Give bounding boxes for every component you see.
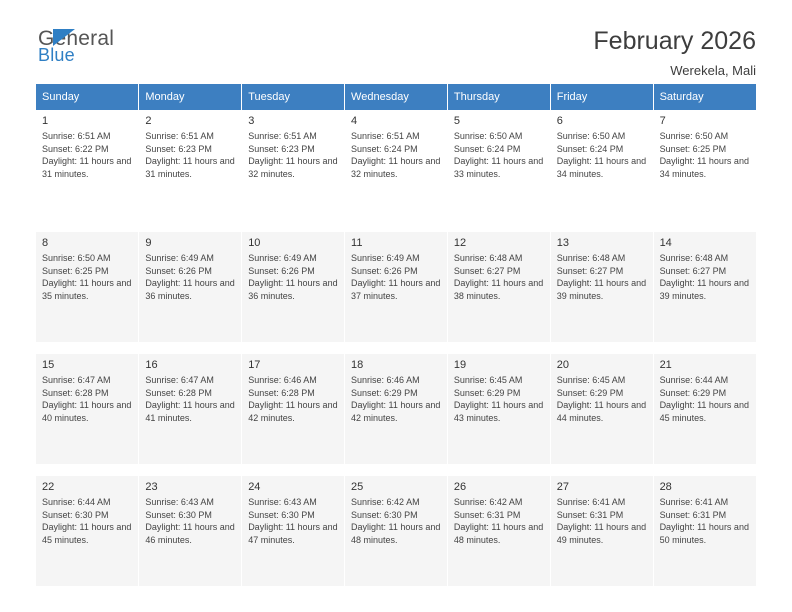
- day-details: [242, 252, 344, 302]
- day-number: 27: [556, 481, 569, 493]
- sunset-text: Sunset: 6:28 PM: [248, 387, 315, 398]
- sunset-text: Sunset: 6:31 PM: [453, 509, 521, 520]
- week-spacer: [36, 464, 756, 476]
- day-cell: [653, 354, 756, 464]
- weekday-header-friday: Friday: [550, 84, 653, 110]
- sunset-text: Sunset: 6:29 PM: [351, 387, 418, 398]
- sunset-text: Sunset: 6:29 PM: [659, 387, 727, 398]
- sunset-text: Sunset: 6:23 PM: [248, 143, 315, 154]
- sunrise-text: Sunrise: 6:51 AM: [42, 131, 111, 141]
- sunrise-text: Sunrise: 6:41 AM: [556, 497, 626, 507]
- day-cell: [447, 110, 550, 220]
- day-details: [654, 496, 756, 546]
- sunrise-text: Sunrise: 6:41 AM: [659, 497, 729, 507]
- sunrise-text: Sunrise: 6:49 AM: [248, 253, 317, 263]
- day-number: 25: [351, 481, 364, 493]
- day-details: [36, 496, 138, 546]
- sunrise-text: Sunrise: 6:51 AM: [145, 131, 214, 141]
- day-details: [242, 374, 344, 424]
- day-details: [448, 130, 550, 180]
- calendar-table: [36, 84, 756, 586]
- sunset-text: Sunset: 6:25 PM: [659, 143, 727, 154]
- calendar-week-row: [36, 354, 756, 464]
- sunrise-text: Sunrise: 6:50 AM: [556, 131, 626, 141]
- daylight-text: Daylight: 11 hours and 35 minutes.: [42, 278, 132, 301]
- day-details: [36, 130, 138, 180]
- day-details: [448, 374, 550, 424]
- weekday-header-sunday: Sunday: [36, 84, 139, 110]
- day-cell: [447, 476, 550, 586]
- day-cell: [139, 232, 242, 342]
- sunset-text: Sunset: 6:28 PM: [42, 387, 109, 398]
- day-details: [242, 496, 344, 546]
- sunset-text: Sunset: 6:24 PM: [453, 143, 521, 154]
- daylight-text: Daylight: 11 hours and 32 minutes.: [351, 156, 441, 179]
- daylight-text: Daylight: 11 hours and 34 minutes.: [659, 156, 749, 179]
- day-cell: [139, 354, 242, 464]
- day-details: [139, 374, 241, 424]
- title-block: [593, 28, 756, 78]
- sunset-text: Sunset: 6:29 PM: [453, 387, 521, 398]
- daylight-text: Daylight: 11 hours and 49 minutes.: [556, 522, 647, 545]
- day-cell: [345, 476, 448, 586]
- daylight-text: Daylight: 11 hours and 39 minutes.: [556, 278, 647, 301]
- day-number: 23: [145, 481, 158, 493]
- day-details: [654, 252, 756, 302]
- day-number: 5: [453, 115, 460, 127]
- day-details: [139, 496, 241, 546]
- sunrise-text: Sunrise: 6:50 AM: [453, 131, 523, 141]
- day-details: [345, 496, 447, 546]
- day-cell: [36, 232, 139, 342]
- daylight-text: Daylight: 11 hours and 45 minutes.: [42, 522, 132, 545]
- day-cell: [36, 110, 139, 220]
- daylight-text: Daylight: 11 hours and 48 minutes.: [351, 522, 441, 545]
- sunrise-text: Sunrise: 6:50 AM: [42, 253, 111, 263]
- day-cell: [242, 232, 345, 342]
- sunset-text: Sunset: 6:27 PM: [453, 265, 521, 276]
- day-number: 4: [351, 115, 358, 127]
- day-number: 20: [556, 359, 569, 371]
- daylight-text: Daylight: 11 hours and 31 minutes.: [145, 156, 235, 179]
- daylight-text: Daylight: 11 hours and 31 minutes.: [42, 156, 132, 179]
- day-cell: [36, 354, 139, 464]
- daylight-text: Daylight: 11 hours and 39 minutes.: [659, 278, 749, 301]
- day-cell: [345, 232, 448, 342]
- sunrise-text: Sunrise: 6:44 AM: [42, 497, 111, 507]
- day-details: [448, 252, 550, 302]
- daylight-text: Daylight: 11 hours and 42 minutes.: [248, 400, 338, 423]
- sunrise-text: Sunrise: 6:42 AM: [453, 497, 523, 507]
- sunrise-text: Sunrise: 6:48 AM: [556, 253, 626, 263]
- logo-text-general: General: [38, 27, 115, 50]
- sunrise-text: Sunrise: 6:48 AM: [453, 253, 523, 263]
- day-details: [345, 374, 447, 424]
- sunrise-text: Sunrise: 6:45 AM: [556, 375, 626, 385]
- sunset-text: Sunset: 6:30 PM: [248, 509, 315, 520]
- sunset-text: Sunset: 6:24 PM: [351, 143, 418, 154]
- sunrise-text: Sunrise: 6:46 AM: [248, 375, 317, 385]
- week-spacer: [36, 220, 756, 232]
- day-number: 13: [556, 237, 569, 249]
- sunset-text: Sunset: 6:26 PM: [351, 265, 418, 276]
- weekday-header-thursday: Thursday: [447, 84, 550, 110]
- day-details: [448, 496, 550, 546]
- day-details: [36, 374, 138, 424]
- day-number: 12: [453, 237, 467, 249]
- day-number: 6: [556, 115, 563, 127]
- sunset-text: Sunset: 6:25 PM: [42, 265, 109, 276]
- sunset-text: Sunset: 6:27 PM: [659, 265, 727, 276]
- daylight-text: Daylight: 11 hours and 47 minutes.: [248, 522, 338, 545]
- day-details: [551, 130, 653, 180]
- day-number: 9: [145, 237, 152, 249]
- day-details: [551, 374, 653, 424]
- day-number: 1: [42, 115, 49, 127]
- day-number: 26: [453, 481, 467, 493]
- week-spacer-cell: [36, 464, 756, 476]
- day-cell: [242, 354, 345, 464]
- day-cell: [36, 476, 139, 586]
- sunset-text: Sunset: 6:31 PM: [659, 509, 727, 520]
- day-details: [139, 252, 241, 302]
- day-number: 24: [248, 481, 261, 493]
- daylight-text: Daylight: 11 hours and 46 minutes.: [145, 522, 235, 545]
- sunset-text: Sunset: 6:31 PM: [556, 509, 624, 520]
- week-spacer: [36, 342, 756, 354]
- day-number: 17: [248, 359, 261, 371]
- sunrise-text: Sunrise: 6:45 AM: [453, 375, 523, 385]
- sunset-text: Sunset: 6:30 PM: [145, 509, 212, 520]
- day-number: 28: [659, 481, 672, 493]
- logo-text-blue: Blue: [38, 45, 75, 65]
- calendar-week-row: [36, 232, 756, 342]
- day-number: 2: [145, 115, 152, 127]
- daylight-text: Daylight: 11 hours and 45 minutes.: [659, 400, 749, 423]
- sunset-text: Sunset: 6:26 PM: [248, 265, 315, 276]
- day-cell: [242, 476, 345, 586]
- sunset-text: Sunset: 6:23 PM: [145, 143, 212, 154]
- day-number: 3: [248, 115, 255, 127]
- daylight-text: Daylight: 11 hours and 48 minutes.: [453, 522, 544, 545]
- weekday-header-monday: Monday: [139, 84, 242, 110]
- sunrise-text: Sunrise: 6:50 AM: [659, 131, 729, 141]
- daylight-text: Daylight: 11 hours and 44 minutes.: [556, 400, 647, 423]
- day-details: [242, 130, 344, 180]
- page-subtitle: Werekela, Mali: [670, 62, 756, 78]
- day-cell: [653, 232, 756, 342]
- day-details: [345, 252, 447, 302]
- day-cell: [550, 476, 653, 586]
- weekday-header-tuesday: Tuesday: [242, 84, 345, 110]
- sunset-text: Sunset: 6:30 PM: [42, 509, 109, 520]
- sunrise-text: Sunrise: 6:47 AM: [145, 375, 214, 385]
- sunrise-text: Sunrise: 6:49 AM: [351, 253, 420, 263]
- sunrise-text: Sunrise: 6:51 AM: [351, 131, 420, 141]
- sunrise-text: Sunrise: 6:43 AM: [145, 497, 214, 507]
- sunrise-text: Sunrise: 6:46 AM: [351, 375, 420, 385]
- day-number: 7: [659, 115, 666, 127]
- daylight-text: Daylight: 11 hours and 50 minutes.: [659, 522, 749, 545]
- day-cell: [550, 232, 653, 342]
- sunset-text: Sunset: 6:27 PM: [556, 265, 624, 276]
- day-number: 18: [351, 359, 364, 371]
- daylight-text: Daylight: 11 hours and 34 minutes.: [556, 156, 647, 179]
- daylight-text: Daylight: 11 hours and 40 minutes.: [42, 400, 132, 423]
- sunrise-text: Sunrise: 6:42 AM: [351, 497, 420, 507]
- day-number: 14: [659, 237, 672, 249]
- day-details: [551, 252, 653, 302]
- day-number: 22: [42, 481, 55, 493]
- weekday-header-saturday: Saturday: [653, 84, 756, 110]
- day-cell: [139, 110, 242, 220]
- daylight-text: Daylight: 11 hours and 36 minutes.: [248, 278, 338, 301]
- day-number: 15: [42, 359, 55, 371]
- sunrise-text: Sunrise: 6:51 AM: [248, 131, 317, 141]
- day-number: 21: [659, 359, 672, 371]
- day-cell: [653, 476, 756, 586]
- week-spacer-cell: [36, 342, 756, 354]
- calendar-week-row: [36, 476, 756, 586]
- sunset-text: Sunset: 6:26 PM: [145, 265, 212, 276]
- day-cell: [345, 354, 448, 464]
- daylight-text: Daylight: 11 hours and 37 minutes.: [351, 278, 441, 301]
- daylight-text: Daylight: 11 hours and 32 minutes.: [248, 156, 338, 179]
- day-details: [345, 130, 447, 180]
- sunrise-text: Sunrise: 6:47 AM: [42, 375, 111, 385]
- sunrise-text: Sunrise: 6:43 AM: [248, 497, 317, 507]
- generalblue-logo: [36, 28, 114, 64]
- day-cell: [447, 354, 550, 464]
- day-details: [654, 130, 756, 180]
- day-number: 10: [248, 237, 261, 249]
- day-details: [36, 252, 138, 302]
- daylight-text: Daylight: 11 hours and 43 minutes.: [453, 400, 544, 423]
- sunrise-text: Sunrise: 6:49 AM: [145, 253, 214, 263]
- daylight-text: Daylight: 11 hours and 33 minutes.: [453, 156, 544, 179]
- day-cell: [345, 110, 448, 220]
- calendar-week-row: [36, 110, 756, 220]
- sunrise-text: Sunrise: 6:48 AM: [659, 253, 729, 263]
- daylight-text: Daylight: 11 hours and 42 minutes.: [351, 400, 441, 423]
- page-header: [36, 0, 756, 78]
- day-cell: [550, 354, 653, 464]
- day-details: [139, 130, 241, 180]
- sunset-text: Sunset: 6:22 PM: [42, 143, 109, 154]
- sunset-text: Sunset: 6:24 PM: [556, 143, 624, 154]
- daylight-text: Daylight: 11 hours and 41 minutes.: [145, 400, 235, 423]
- daylight-text: Daylight: 11 hours and 38 minutes.: [453, 278, 544, 301]
- sunset-text: Sunset: 6:29 PM: [556, 387, 624, 398]
- day-number: 19: [453, 359, 467, 371]
- day-cell: [550, 110, 653, 220]
- day-number: 16: [145, 359, 158, 371]
- day-details: [551, 496, 653, 546]
- daylight-text: Daylight: 11 hours and 36 minutes.: [145, 278, 235, 301]
- sunset-text: Sunset: 6:30 PM: [351, 509, 418, 520]
- day-cell: [447, 232, 550, 342]
- day-number: 8: [42, 237, 49, 249]
- day-cell: [242, 110, 345, 220]
- page-title: February 2026: [593, 27, 756, 55]
- day-details: [654, 374, 756, 424]
- day-number: 11: [351, 237, 363, 249]
- sunset-text: Sunset: 6:28 PM: [145, 387, 212, 398]
- sunrise-text: Sunrise: 6:44 AM: [659, 375, 729, 385]
- weekday-header-row: [36, 84, 756, 110]
- weekday-header-wednesday: Wednesday: [345, 84, 448, 110]
- day-cell: [653, 110, 756, 220]
- week-spacer-cell: [36, 220, 756, 232]
- logo-flag-icon: [53, 29, 75, 46]
- day-cell: [139, 476, 242, 586]
